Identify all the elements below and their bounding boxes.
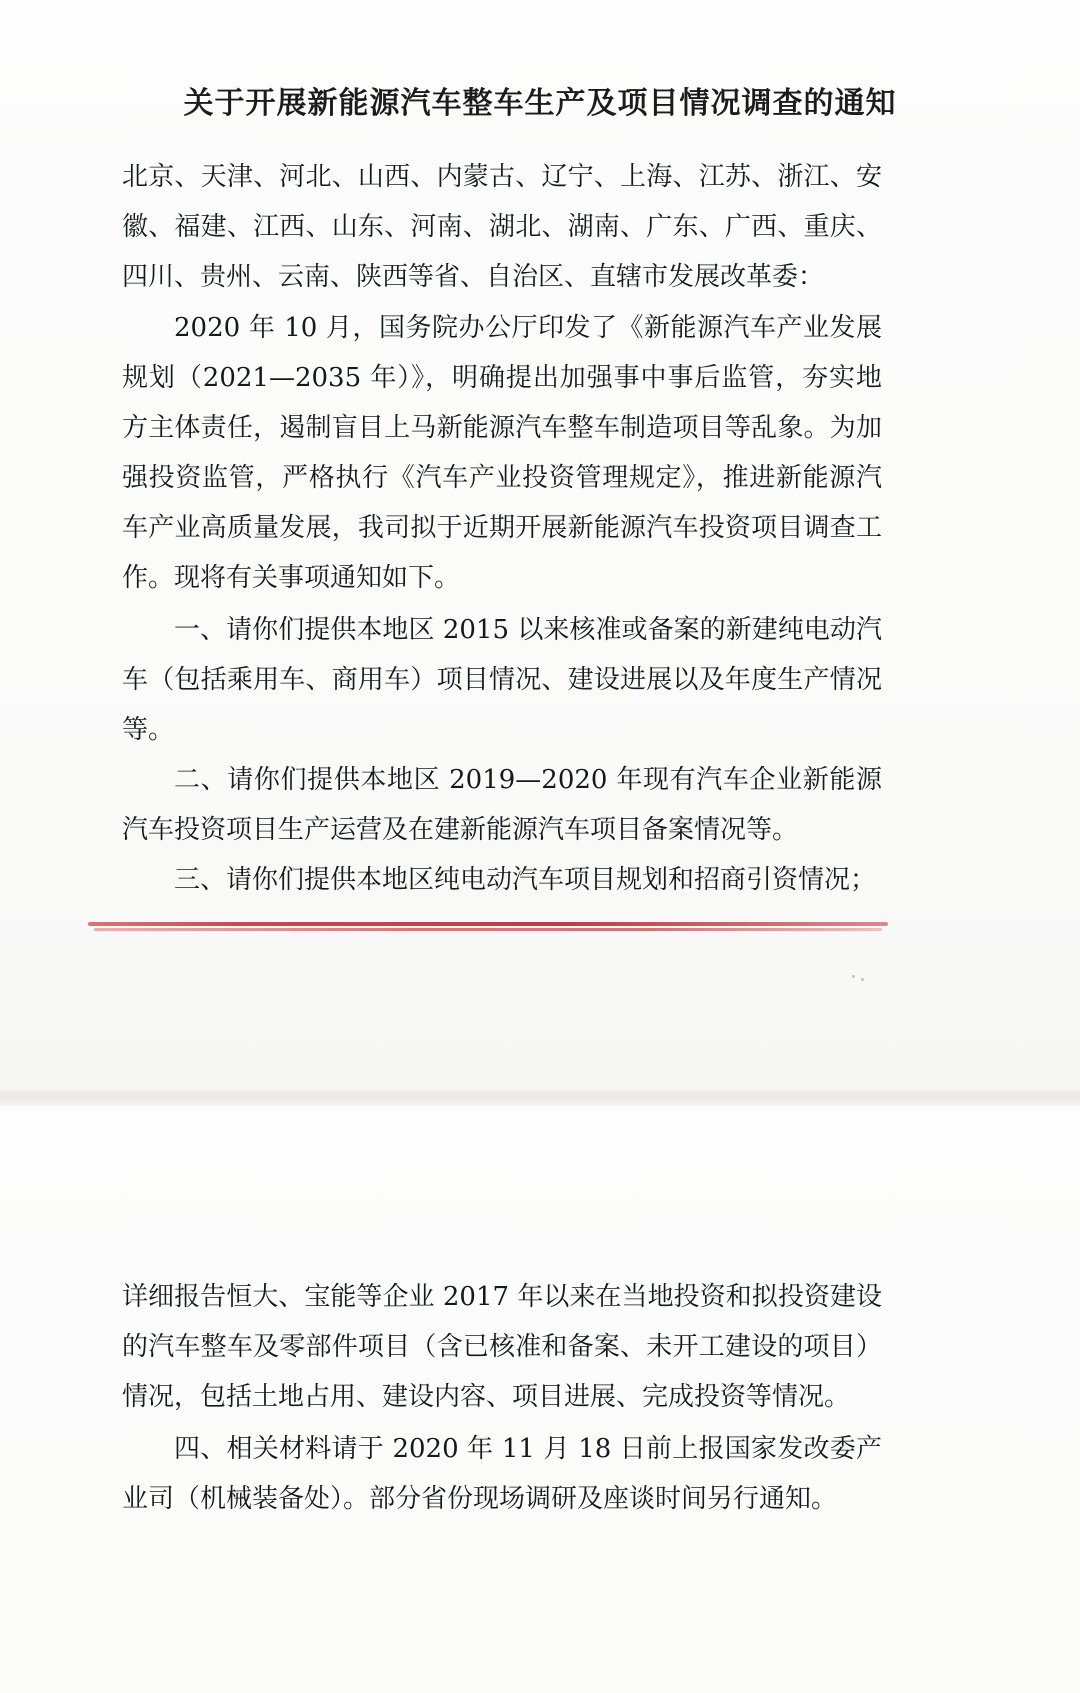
- scan-speck: [861, 978, 864, 981]
- addressee-list: [122, 152, 882, 304]
- paragraph-text: 2020 年 10 月，国务院办公厅印发了《新能源汽车产业发展规划（2021—2035 年）》，明确提出加强事中事后监管，夯实地方主体责任，遏制盲目上马新能源汽车整车制造项目等乱象。为加强投资监管，严格执行《汽车产业投资管理规定》，推进新能源汽车产业高质量发展，我司拟于近期开展新能源汽车投资项目调查工作。现将有关事项通知如下。: [122, 313, 882, 593]
- paragraph-preamble: [122, 303, 882, 605]
- paragraph-text: 二、请你们提供本地区 2019—2020 年现有汽车企业新能源汽车投资项目生产运营及在建新能源汽车项目备案情况等。: [122, 765, 882, 845]
- paragraph-text: 详细报告恒大、宝能等企业 2017 年以来在当地投资和拟投资建设的汽车整车及零部件项目（含已核准和备案、未开工建设的项目）情况，包括土地占用、建设内容、项目进展、完成投资等情况。: [122, 1282, 882, 1412]
- page-separator: [0, 1090, 1080, 1106]
- paragraph-item-2: [122, 755, 882, 857]
- red-divider-rule: [88, 922, 888, 932]
- rule-line-lower: [94, 928, 882, 931]
- scan-speck: [852, 975, 855, 978]
- rule-line-upper: [88, 922, 888, 926]
- paragraph-text: 一、请你们提供本地区 2015 以来核准或备案的新建纯电动汽车（包括乘用车、商用车）项目情况、建设进展以及年度生产情况等。: [122, 615, 882, 745]
- paragraph-item-4: [122, 1424, 882, 1526]
- paragraph-text: 三、请你们提供本地区纯电动汽车项目规划和招商引资情况；: [174, 865, 877, 895]
- paragraph-item-3: [122, 855, 882, 907]
- paragraph-text: 四、相关材料请于 2020 年 11 月 18 日前上报国家发改委产业司（机械装备处）。部分省份现场调研及座谈时间另行通知。: [122, 1434, 882, 1514]
- addressee-text: 北京、天津、河北、山西、内蒙古、辽宁、上海、江苏、浙江、安徽、福建、江西、山东、河南、湖北、湖南、广东、广西、重庆、四川、贵州、云南、陕西等省、自治区、直辖市发展改革委：: [122, 162, 882, 292]
- page-title: 关于开展新能源汽车整车生产及项目情况调查的通知: [183, 86, 897, 122]
- paragraph-detail-report: [122, 1272, 882, 1424]
- paragraph-item-1: [122, 605, 882, 757]
